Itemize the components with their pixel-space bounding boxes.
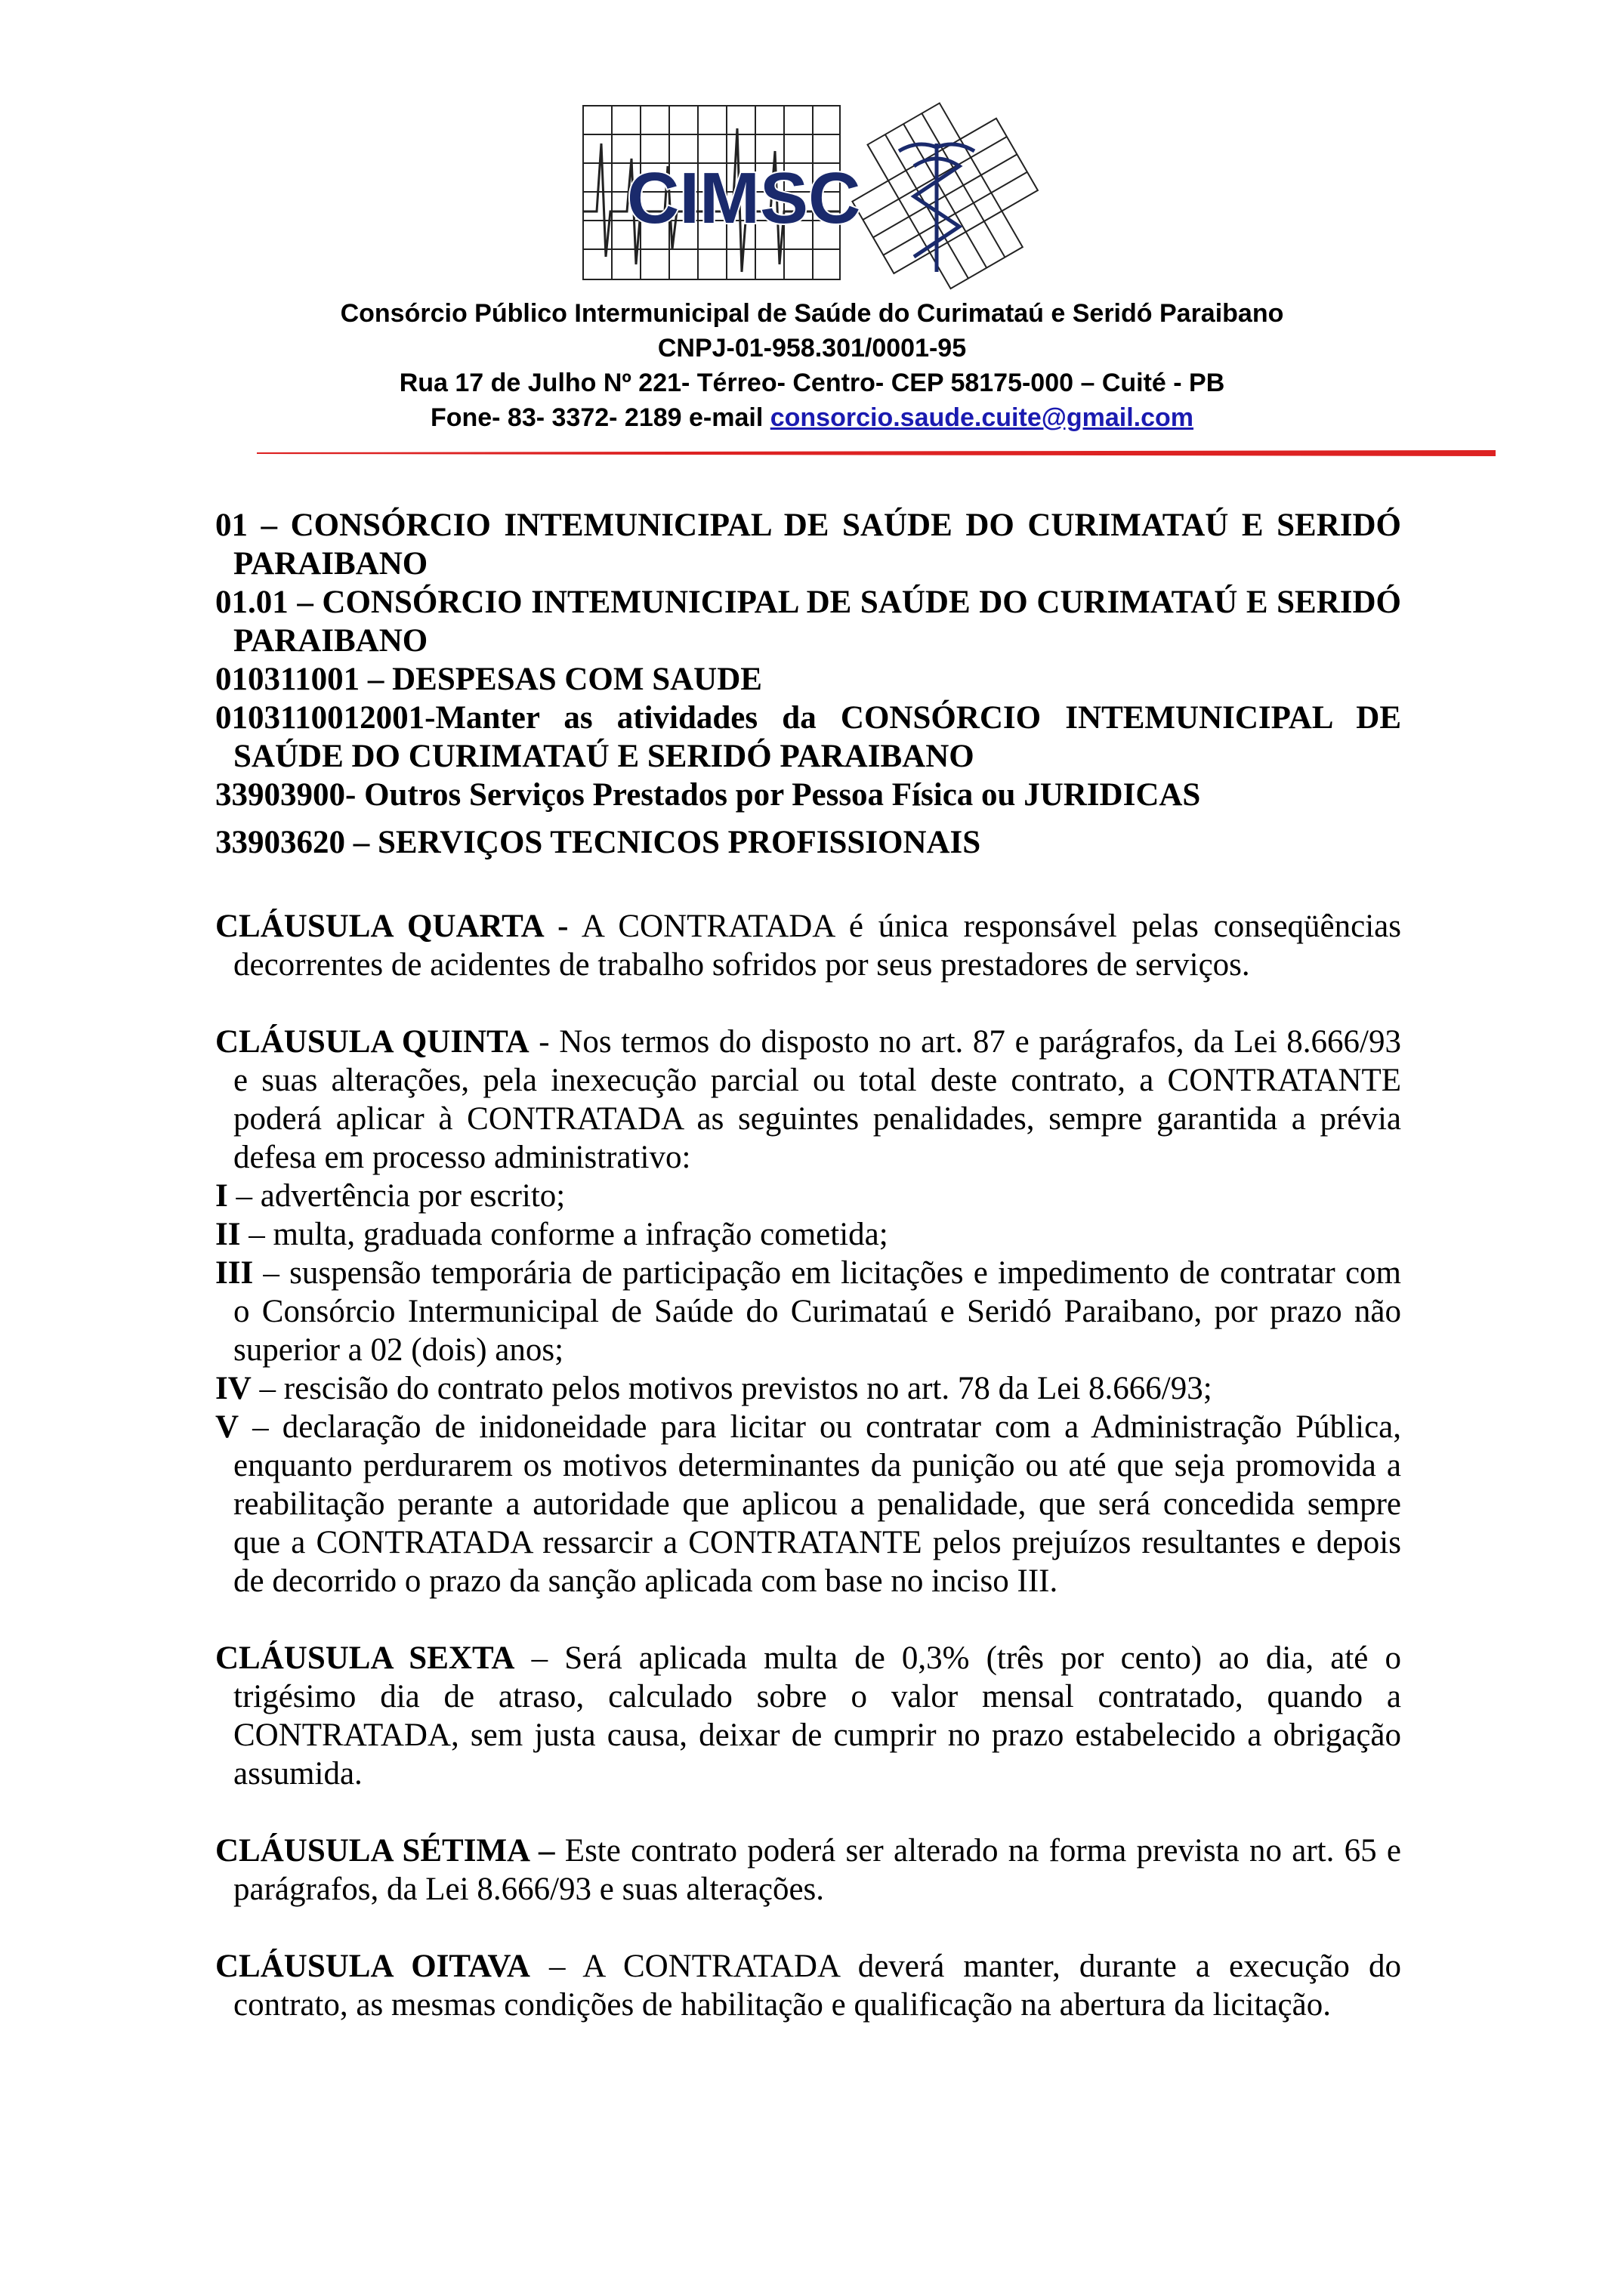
penalty-item bbox=[215, 1254, 1401, 1369]
clause-setima-title: CLÁUSULA SÉTIMA – bbox=[215, 1833, 555, 1869]
budget-line-4: 0103110012001-Manter as atividades da CONSÓRCIO INTEMUNICIPAL DE SAÚDE DO CURIMATAÚ E SERIDÓ PARAIBANO bbox=[215, 700, 1401, 774]
clause-setima-text: Este contrato poderá ser alterado na forma prevista no art. 65 e parágrafos, da Lei 8.666/93 e suas alterações. bbox=[233, 1833, 1401, 1907]
org-name: Consórcio Público Intermunicipal de Saúde do Curimataú e Seridó Paraibano bbox=[340, 299, 1284, 328]
clause-setima bbox=[215, 1832, 1401, 1909]
penalty-text: – multa, graduada conforme a infração cometida; bbox=[240, 1217, 888, 1252]
budget-line-2: 01.01 – CONSÓRCIO INTEMUNICIPAL DE SAÚDE DO CURIMATAÚ E SERIDÓ PARAIBANO bbox=[215, 585, 1401, 659]
penalty-item bbox=[215, 1408, 1401, 1600]
clause-sexta bbox=[215, 1639, 1401, 1793]
clause-quarta bbox=[215, 907, 1401, 984]
penalty-item bbox=[215, 1215, 1401, 1254]
penalty-text: – declaração de inidoneidade para licitar ou contratar com a Administração Pública, enquanto perdurarem os motivos determinantes da punição ou até que seja promovida a reabilitação perante a autoridade que aplicou a penalidade, que será concedida sempre que a CONTRATADA ressarcir a CONTRATANTE pelos prejuízos resultantes e depois de decorrido o prazo da sanção aplicada com base no inciso III. bbox=[233, 1409, 1401, 1599]
cimsc-logo bbox=[582, 98, 1065, 302]
email-link[interactable]: consorcio.saude.cuite@gmail.com bbox=[770, 403, 1194, 432]
clause-sexta-text: – Será aplicada multa de 0,3% (três por cento) ao dia, até o trigésimo dia de atraso, calculado sobre o valor mensal contratado, quando a CONTRATADA, sem justa causa, deixar de cumprir no prazo estabelecido a obrigação assumida. bbox=[233, 1640, 1401, 1791]
penalty-item bbox=[215, 1369, 1401, 1408]
phone-text: Fone- 83- 3372- 2189 e-mail bbox=[430, 403, 770, 432]
budget-line-3: 010311001 – DESPESAS COM SAUDE bbox=[215, 662, 762, 697]
address: Rua 17 de Julho Nº 221- Térreo- Centro- CEP 58175-000 – Cuité - PB bbox=[399, 369, 1225, 397]
budget-line-5: 33903900- Outros Serviços Prestados por Pessoa Física ou JURIDICAS bbox=[215, 777, 1201, 813]
cnpj: CNPJ-01-958.301/0001-95 bbox=[657, 334, 967, 363]
budget-line-1: 01 – CONSÓRCIO INTEMUNICIPAL DE SAÚDE DO CURIMATAÚ E SERIDÓ PARAIBANO bbox=[215, 508, 1401, 582]
header-divider bbox=[257, 450, 1496, 456]
clause-oitava-title: CLÁUSULA OITAVA bbox=[215, 1949, 530, 1984]
clause-oitava bbox=[215, 1947, 1401, 2024]
contact-line bbox=[0, 400, 1624, 435]
clause-quinta-text: - Nos termos do disposto no art. 87 e parágrafos, da Lei 8.666/93 e suas alterações, pela inexecução parcial ou total deste contrato, a CONTRATANTE poderá aplicar à CONTRATADA as seguintes penalidades, sempre garantida a prévia defesa em processo administrativo: bbox=[233, 1024, 1402, 1175]
clause-quarta-text: A CONTRATADA é única responsável pelas conseqüências decorrentes de acidentes de trabalho sofridos por seus prestadores de serviços. bbox=[233, 909, 1401, 983]
penalty-text: – rescisão do contrato pelos motivos previstos no art. 78 da Lei 8.666/93; bbox=[251, 1371, 1212, 1406]
penalty-num: V bbox=[215, 1409, 239, 1445]
penalty-num: II bbox=[215, 1217, 241, 1252]
penalty-num: IV bbox=[215, 1371, 252, 1406]
clause-quarta-title: CLÁUSULA QUARTA - bbox=[215, 909, 569, 944]
clause-quinta bbox=[215, 1023, 1401, 1177]
penalty-item bbox=[215, 1177, 1401, 1215]
budget-line-6: 33903620 – SERVIÇOS TECNICOS PROFISSIONAIS bbox=[215, 825, 981, 860]
penalty-num: I bbox=[215, 1178, 228, 1214]
clause-oitava-text: – A CONTRATADA deverá manter, durante a execução do contrato, as mesmas condições de habilitação e qualificação na abertura da licitação. bbox=[233, 1949, 1401, 2023]
clause-sexta-title: CLÁUSULA SEXTA bbox=[215, 1640, 515, 1676]
clause-quinta-title: CLÁUSULA QUINTA bbox=[215, 1024, 529, 1060]
document-body bbox=[215, 506, 1401, 2024]
penalty-num: III bbox=[215, 1255, 254, 1291]
penalty-text: – advertência por escrito; bbox=[227, 1178, 566, 1214]
logo-text: CIMSC bbox=[627, 158, 861, 239]
penalty-text: – suspensão temporária de participação em licitações e impedimento de contratar com o Consórcio Intermunicipal de Saúde do Curimataú e Seridó Paraibano, por prazo não superior a 02 (dois) anos; bbox=[233, 1255, 1401, 1368]
